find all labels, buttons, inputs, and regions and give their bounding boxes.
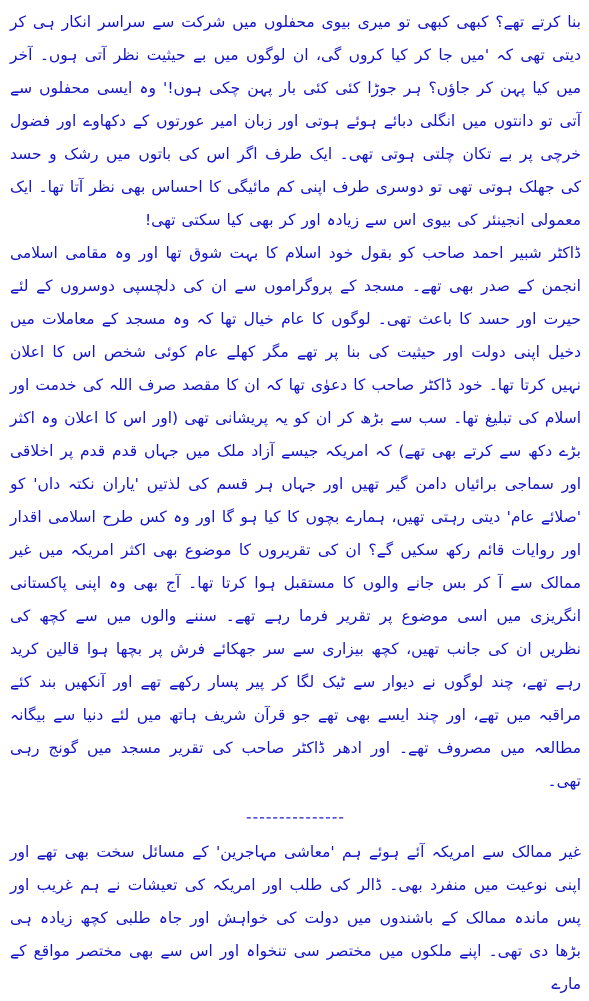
paragraph-wife-gatherings: بنا کرتے تھے؟ کبھی کبھی تو میری بیوی محفلوں میں شرکت سے سراسر انکار ہی کر دیتی تھی کہ 'میں جا کر کیا کروں گی، ان لوگوں میں بے حیثیت نظر آتی ہوں۔ آخر میں کیا پہن کر جاؤں؟ ہر جوڑا کئی کئی بار پہن چکی ہوں!' وہ ایسی محفلوں سے آتی تو دانتوں میں انگلی دبائے ہوئے ہوتی اور زبان امیر عورتوں کے دکھاوے اور فضول خرچی پر بے تکان چلتی ہوتی تھی۔ ایک طرف اگر اس کی باتوں میں رشک و حسد کی جھلک ہوتی تھی تو دوسری طرف اپنی کم مائیگی کا احساس بھی نظر آتا تھا۔ ایک معمولی انجینئر کی بیوی اس سے زیادہ اور کر بھی کیا سکتی تھی! <box>10 13 581 229</box>
paragraph-economic-migrants: غیر ممالک سے امریکہ آئے ہوئے ہم 'معاشی مہاجرین' کے مسائل سخت بھی تھے اور اپنی نوعیت میں منفرد بھی۔ ڈالر کی طلب اور امریکہ کی تعیشات نے ہم غریب اور پس ماندہ ممالک کے باشندوں میں دولت کی خواہش اور جاہ طلبی کچھ زیادہ ہی بڑھا دی تھی۔ اپنے ملکوں میں مختصر سی تنخواہ اور اس سے بھی مختصر مواقع کے مارے <box>10 843 581 993</box>
section-divider: --------------- <box>246 808 345 826</box>
paragraph-dr-shabbir: ڈاکٹر شبیر احمد صاحب کو بقول خود اسلام کا بہت شوق تھا اور وہ مقامی اسلامی انجمن کے صدر بھی تھے۔ مسجد کے پروگراموں سے ان کی دلچسپی دوسروں کے لئے حیرت اور حسد کا باعث تھی۔ لوگوں کا عام خیال تھا کہ وہ مسجد کے معاملات میں دخیل اپنی دولت اور حیثیت کی بنا پر تھے مگر کھلے عام کوئی شخص اس کا اعلان نہیں کرتا تھا۔ خود ڈاکٹر صاحب کا دعوٰی تھا کہ ان کا مقصد صرف اللہ کی خدمت اور اسلام کی تبلیغ تھا۔ سب سے بڑھ کر ان کو یہ پریشانی تھی (اور اس کا اعلان وہ اکثر بڑے دکھ سے کرتے بھی تھے) کہ امریکہ جیسے آزاد ملک میں جہاں قدم قدم پر اخلاقی اور سماجی برائیاں دامن گیر تھیں اور جہاں ہر قسم کی لذتیں 'یاران نکتہ داں' کو 'صلائے عام' دیتی رہتی تھیں، ہمارے بچوں کا کیا ہو گا اور وہ کس طرح اسلامی اقدار اور روایات قائم رکھ سکیں گے؟ ان کی تقریروں کا موضوع بھی اکثر امریکہ میں غیر ممالک سے آ کر بس جانے والوں کا مستقبل ہوا کرتا تھا۔ آج بھی وہ اپنی پاکستانی انگریزی میں اسی موضوع پر تقریر فرما رہے تھے۔ سننے والوں میں سے کچھ کی نظریں ان کی جانب تھیں، کچھ بیزاری سے سر جھکائے فرش پر بچھا ہوا قالین کرید رہے تھے، چند لوگوں نے دیوار سے ٹیک لگا کر پیر پسار رکھے تھے اور آنکھیں بند کئے مراقبہ میں تھے، اور چند ایسے بھی تھے جو قرآن شریف ہاتھ میں لئے دنیا سے بیگانہ مطالعہ میں مصروف تھے۔ اور ادھر ڈاکٹر صاحب کی تقریر مسجد میں گونج رہی تھی۔ <box>10 244 581 790</box>
